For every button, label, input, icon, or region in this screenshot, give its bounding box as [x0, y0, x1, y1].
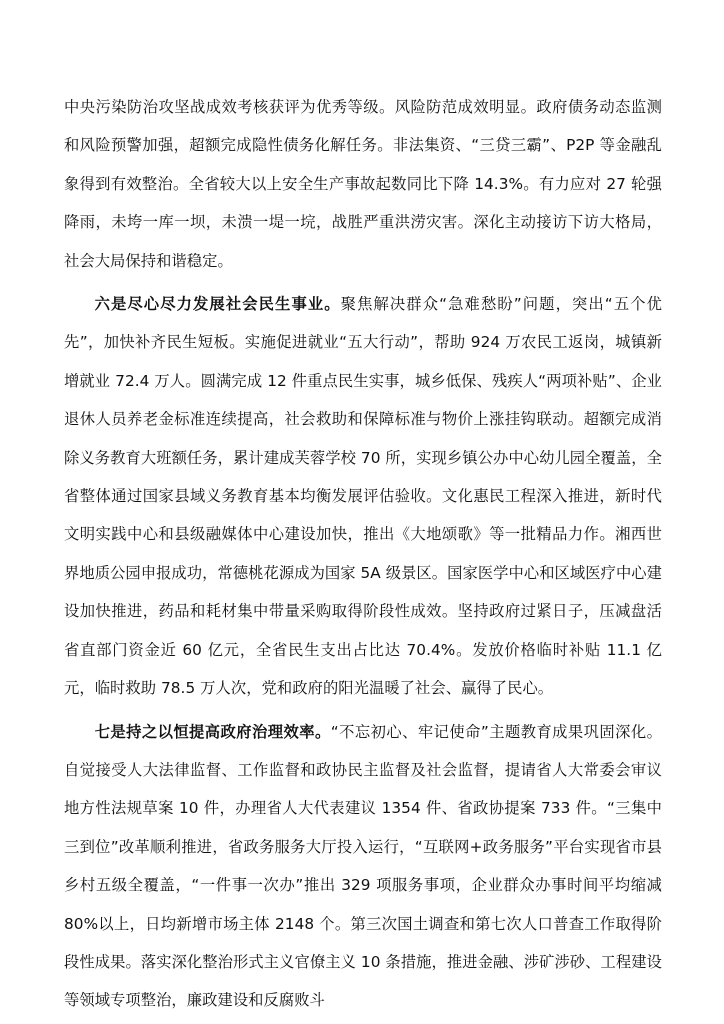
paragraph-lead-heading: 七是持之以恒提高政府治理效率。 — [94, 722, 331, 741]
paragraph-text: 聚焦解决群众“急难愁盼”问题，突出“五个优先”，加快补齐民生短板。实施促进就业“五大行动”，帮助 924 万农民工返岗，城镇新增就业 72.4 万人。圆满完成 12 件重点民生实事，城乡低保、残疾人“两项补贴”、企业退休人员养老金标准连续提高，社会救助和保障标准与物价上涨挂钩联动。超额完成消除义务教育大班额任务，累计建成芙蓉学校 70 所，实现乡镇公办中心幼儿园全覆盖，全省整体通过国家县域义务教育基本均衡发展评估验收。文化惠民工程深入推进，新时代文明实践中心和县级融媒体中心建设加快，推出《大地颂歌》等一批精品力作。湘西世界地质公园申报成功，常德桃花源成为国家 5A 级景区。国家医学中心和区域医疗中心建设加快推进，药品和耗材集中带量采购取得阶段性成效。坚持政府过紧日子，压减盘活省直部门资金近 60 亿元，全省民生支出占比达 70.4%。发放价格临时补贴 11.1 亿元，临时救助 78.5 万人次，党和政府的阳光温暖了社会、赢得了民心。 — [64, 295, 662, 698]
paragraph-text: 中央污染防治攻坚战成效考核获评为优秀等级。风险防范成效明显。政府债务动态监测和风险预警加强，超额完成隐性债务化解任务。非法集资、“三贷三霸”、P2P 等金融乱象得到有效整治。全省较大以上安全生产事故起数同比下降 14.3%。有力应对 27 轮强降雨，未垮一库一坝，未溃一堤一垸，战胜严重洪涝灾害。深化主动接访下访大格局，社会大局保持和谐稳定。 — [64, 98, 662, 270]
paragraph-risk-prevention — [64, 88, 662, 280]
paragraph-text: “不忘初心、牢记使命”主题教育成果巩固深化。自觉接受人大法律监督、工作监督和政协民主监督及社会监督，提请省人大常委会审议地方性法规草案 10 件，办理省人大代表建议 1354 件、省政协提案 733 件。“三集中三到位”改革顺利推进，省政务服务大厅投入运行，“互联网+政务服务”平台实现省市县乡村五级全覆盖，“一件事一次办”推出 329 项服务事项，企业群众办事时间平均缩减 80%以上，日均新增市场主体 2148 个。第三次国土调查和第七次人口普查工作取得阶段性成果。落实深化整治形式主义官僚主义 10 条措施，推进金融、涉矿涉砂、工程建设等领域专项整治，廉政建设和反腐败斗 — [64, 722, 662, 1010]
paragraph-governance-efficiency — [64, 713, 662, 1020]
paragraph-lead-heading: 六是尽心尽力发展社会民生事业。 — [94, 295, 341, 314]
document-page — [64, 88, 662, 1020]
paragraph-social-livelihood — [64, 285, 662, 707]
